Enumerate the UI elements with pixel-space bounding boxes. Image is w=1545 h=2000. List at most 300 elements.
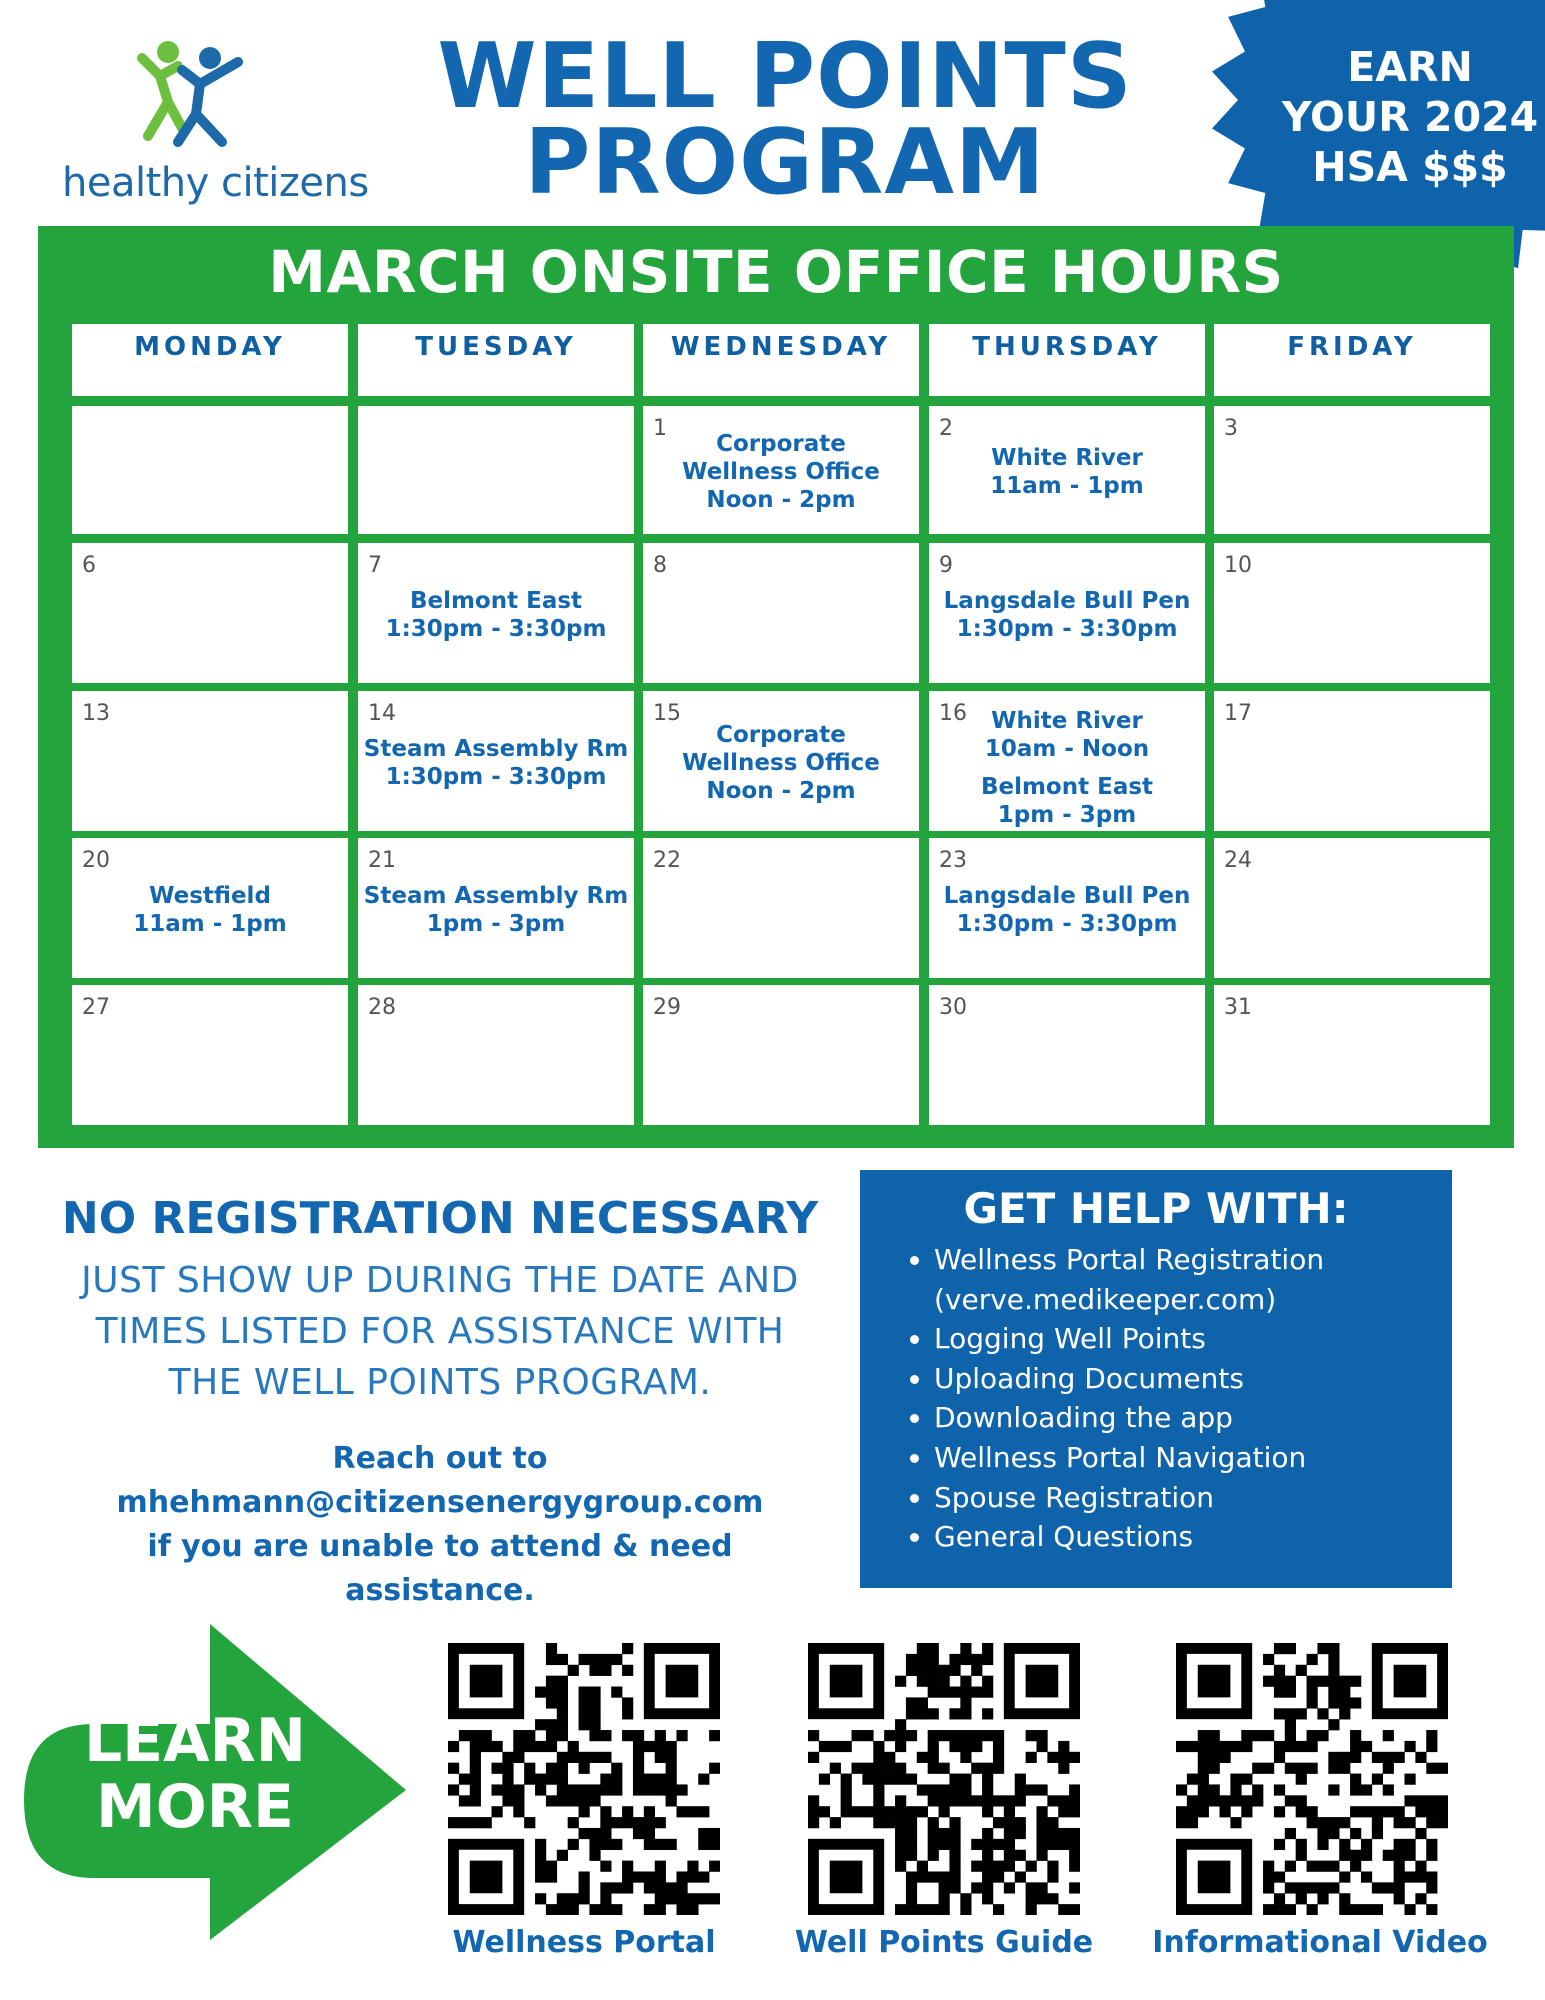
qr-module — [917, 1784, 928, 1795]
qr-module — [1058, 1795, 1069, 1806]
qr-module — [906, 1817, 917, 1828]
qr-module — [1296, 1741, 1307, 1752]
qr-module — [1047, 1752, 1058, 1763]
qr-module — [644, 1871, 655, 1882]
qr-module — [1296, 1839, 1307, 1850]
logo-green-body — [142, 58, 182, 136]
calendar-day-cell — [358, 838, 634, 978]
qr-module — [622, 1861, 633, 1872]
qr-module — [1394, 1882, 1405, 1893]
qr-module — [939, 1871, 950, 1882]
qr-module — [1426, 1871, 1437, 1882]
day-number: 31 — [1224, 995, 1252, 1020]
day-number: 23 — [939, 848, 967, 873]
qr-module — [808, 1752, 819, 1763]
qr-module — [906, 1871, 917, 1882]
qr-module — [1350, 1752, 1361, 1763]
qr-module — [1350, 1741, 1361, 1752]
qr-module — [1004, 1806, 1015, 1817]
qr-module — [1274, 1839, 1285, 1850]
badge-line-2: YOUR 2024 — [1281, 93, 1539, 141]
qr-module — [1426, 1904, 1437, 1915]
qr-module — [1339, 1817, 1350, 1828]
qr-module — [971, 1741, 982, 1752]
qr-module — [1241, 1795, 1252, 1806]
calendar-day-cell — [358, 691, 634, 831]
qr-module — [568, 1839, 579, 1850]
qr-module — [993, 1795, 1004, 1806]
qr-module — [470, 1817, 481, 1828]
qr-module — [949, 1708, 960, 1719]
qr-module — [1274, 1904, 1285, 1915]
qr-module — [1198, 1784, 1209, 1795]
qr-module — [579, 1763, 590, 1774]
qr-module — [655, 1817, 666, 1828]
qr-module — [1404, 1904, 1415, 1915]
qr-module — [895, 1774, 906, 1785]
qr-module — [622, 1730, 633, 1741]
qr-module — [557, 1654, 568, 1665]
event-location: Steam Assembly Rm — [363, 883, 629, 909]
qr-module — [535, 1839, 546, 1850]
qr-module — [1328, 1828, 1339, 1839]
qr-module — [1036, 1817, 1047, 1828]
qr-module — [709, 1828, 720, 1839]
qr-module — [1047, 1817, 1058, 1828]
qr-module — [873, 1795, 884, 1806]
qr-module — [600, 1904, 611, 1915]
qr-module — [906, 1904, 917, 1915]
qr-module — [949, 1861, 960, 1872]
qr-module — [1285, 1676, 1296, 1687]
event-time: 1pm - 3pm — [426, 911, 566, 937]
qr-module — [1317, 1730, 1328, 1741]
qr-module — [448, 1817, 459, 1828]
qr-module — [1285, 1643, 1296, 1654]
qr-module — [982, 1806, 993, 1817]
qr-module — [808, 1795, 819, 1806]
day-number: 24 — [1224, 848, 1252, 873]
calendar-day-cell — [72, 985, 348, 1125]
qr-module — [1394, 1850, 1405, 1861]
calendar-day-cell — [929, 985, 1205, 1125]
qr-module — [1015, 1795, 1026, 1806]
qr-module — [481, 1817, 492, 1828]
qr-module — [633, 1784, 644, 1795]
qr-code-well-points-guide[interactable] — [808, 1643, 1080, 1915]
qr-module — [611, 1654, 622, 1665]
qr-module — [949, 1741, 960, 1752]
qr-module — [939, 1828, 950, 1839]
qr-module — [917, 1654, 928, 1665]
qr-module — [982, 1828, 993, 1839]
qr-module — [960, 1708, 971, 1719]
qr-module — [939, 1904, 950, 1915]
qr-module — [917, 1665, 928, 1676]
badge-line-1: EARN — [1347, 43, 1473, 91]
qr-module — [895, 1676, 906, 1687]
qr-module — [1069, 1795, 1080, 1806]
qr-module — [1361, 1784, 1372, 1795]
day-number: 1 — [653, 416, 667, 441]
qr-module — [1328, 1817, 1339, 1828]
qr-module — [633, 1763, 644, 1774]
event-time: 1:30pm - 3:30pm — [956, 911, 1178, 937]
qr-module — [982, 1708, 993, 1719]
qr-module — [1372, 1828, 1383, 1839]
qr-module — [1328, 1643, 1339, 1654]
qr-module — [1285, 1795, 1296, 1806]
qr-module — [982, 1795, 993, 1806]
qr-module — [524, 1763, 535, 1774]
qr-module — [655, 1741, 666, 1752]
qr-module — [906, 1806, 917, 1817]
qr-module — [1350, 1676, 1361, 1687]
qr-module — [1285, 1828, 1296, 1839]
reach-out-line-1: Reach out to — [332, 1441, 548, 1476]
qr-module — [862, 1774, 873, 1785]
qr-module — [589, 1687, 600, 1698]
qr-module — [568, 1741, 579, 1752]
qr-module — [1187, 1741, 1198, 1752]
calendar-day-cell — [358, 406, 634, 534]
qr-module — [1026, 1784, 1037, 1795]
qr-module — [579, 1687, 590, 1698]
qr-module — [1220, 1806, 1231, 1817]
qr-module — [459, 1795, 470, 1806]
help-item: • Uploading Documents — [934, 1359, 1474, 1399]
calendar-day-cell — [358, 543, 634, 683]
qr-module — [1328, 1752, 1339, 1763]
qr-module — [622, 1806, 633, 1817]
qr-module — [852, 1763, 863, 1774]
qr-module — [1404, 1871, 1415, 1882]
qr-module — [557, 1784, 568, 1795]
qr-module — [1328, 1882, 1339, 1893]
calendar-day-cell — [643, 985, 919, 1125]
qr-module — [960, 1741, 971, 1752]
qr-module — [666, 1784, 677, 1795]
calendar-day-cell — [929, 543, 1205, 683]
qr-module — [1404, 1817, 1415, 1828]
qr-module — [589, 1828, 600, 1839]
qr-module — [1220, 1795, 1231, 1806]
qr-module — [448, 1784, 459, 1795]
qr-module — [513, 1784, 524, 1795]
day-number: 9 — [939, 553, 953, 578]
qr-module — [568, 1904, 579, 1915]
qr-module — [960, 1730, 971, 1741]
qr-module — [939, 1806, 950, 1817]
qr-module — [993, 1904, 1004, 1915]
qr-module — [589, 1654, 600, 1665]
qr-module — [1296, 1795, 1307, 1806]
qr-module — [644, 1904, 655, 1915]
qr-module — [1307, 1654, 1318, 1665]
info-body-line-3: THE WELL POINTS PROGRAM. — [168, 1362, 712, 1403]
logo-green-head — [157, 41, 179, 63]
help-item: • Wellness Portal Navigation — [934, 1438, 1474, 1478]
day-number: 27 — [82, 995, 110, 1020]
qr-module — [1015, 1871, 1026, 1882]
qr-module — [579, 1697, 590, 1708]
qr-module — [1307, 1904, 1318, 1915]
event-location: Belmont East — [409, 588, 583, 614]
qr-module — [852, 1730, 863, 1741]
qr-module — [1426, 1839, 1437, 1850]
qr-module — [600, 1665, 611, 1676]
qr-module — [600, 1839, 611, 1850]
qr-module — [557, 1719, 568, 1730]
qr-module — [1069, 1861, 1080, 1872]
qr-module — [1394, 1839, 1405, 1850]
qr-module — [666, 1752, 677, 1763]
qr-module — [1198, 1741, 1209, 1752]
qr-module — [600, 1784, 611, 1795]
qr-module — [1361, 1806, 1372, 1817]
qr-module — [830, 1861, 863, 1894]
qr-module — [1263, 1676, 1274, 1687]
qr-module — [1415, 1861, 1426, 1872]
qr-module — [939, 1676, 950, 1687]
qr-module — [546, 1904, 557, 1915]
qr-module — [1047, 1795, 1058, 1806]
qr-module — [949, 1839, 960, 1850]
qr-module — [1339, 1763, 1350, 1774]
contact-email-link[interactable]: mhehmann@citizensenergygroup.com — [116, 1485, 764, 1520]
qr-module — [884, 1806, 895, 1817]
qr-module — [448, 1741, 459, 1752]
qr-module — [1209, 1730, 1220, 1741]
qr-module — [524, 1741, 535, 1752]
qr-code-wellness-portal[interactable] — [448, 1643, 720, 1915]
qr-module — [589, 1850, 600, 1861]
day-number: 22 — [653, 848, 681, 873]
qr-module — [1230, 1784, 1241, 1795]
qr-module — [982, 1871, 993, 1882]
qr-module — [1069, 1752, 1080, 1763]
event-time: 11am - 1pm — [990, 473, 1144, 499]
day-number: 16 — [939, 701, 967, 726]
qr-module — [709, 1839, 720, 1850]
qr-module — [982, 1850, 993, 1861]
qr-module — [1026, 1730, 1037, 1741]
qr-module — [982, 1893, 993, 1904]
qr-module — [557, 1795, 568, 1806]
help-item: • General Questions — [934, 1517, 1474, 1557]
qr-module — [1296, 1708, 1307, 1719]
qr-module — [1274, 1784, 1285, 1795]
qr-module — [1026, 1904, 1037, 1915]
qr-module — [1350, 1828, 1361, 1839]
qr-module — [579, 1871, 590, 1882]
qr-module — [524, 1774, 535, 1785]
qr-module — [1350, 1730, 1361, 1741]
qr-module — [1437, 1806, 1448, 1817]
qr-module — [808, 1730, 819, 1741]
qr-module — [1069, 1839, 1080, 1850]
qr-module — [666, 1795, 677, 1806]
event-location: Langsdale Bull Pen — [943, 588, 1191, 614]
qr-module — [1285, 1730, 1296, 1741]
qr-module — [513, 1741, 524, 1752]
qr-module — [502, 1763, 513, 1774]
logo-blue-head — [199, 47, 221, 69]
qr-module — [687, 1871, 698, 1882]
qr-module — [633, 1730, 644, 1741]
qr-module — [644, 1774, 655, 1785]
qr-module — [808, 1817, 819, 1828]
qr-module — [676, 1882, 687, 1893]
qr-module — [939, 1687, 950, 1698]
qr-module — [939, 1882, 950, 1893]
qr-module — [873, 1763, 884, 1774]
qr-module — [873, 1806, 884, 1817]
qr-module — [993, 1817, 1004, 1828]
qr-module — [971, 1861, 982, 1872]
qr-module — [949, 1784, 960, 1795]
event-time: Noon - 2pm — [706, 778, 856, 804]
qr-module — [1015, 1828, 1026, 1839]
qr-module — [1317, 1882, 1328, 1893]
qr-module — [666, 1882, 677, 1893]
calendar-title: MARCH ONSITE OFFICE HOURS — [268, 238, 1284, 306]
qr-module — [655, 1752, 666, 1763]
qr-module — [906, 1774, 917, 1785]
info-body-line-2: TIMES LISTED FOR ASSISTANCE WITH — [95, 1311, 785, 1352]
qr-module — [949, 1687, 960, 1698]
qr-code-icon — [448, 1643, 720, 1915]
qr-module — [884, 1730, 895, 1741]
qr-module — [1426, 1850, 1437, 1861]
qr-module — [513, 1806, 524, 1817]
qr-module — [917, 1643, 928, 1654]
qr-module — [939, 1893, 950, 1904]
qr-module — [1198, 1861, 1231, 1894]
qr-module — [917, 1708, 928, 1719]
qr-module — [1047, 1893, 1058, 1904]
qr-module — [611, 1882, 622, 1893]
qr-module — [1404, 1774, 1415, 1785]
qr-module — [1036, 1893, 1047, 1904]
qr-module — [982, 1763, 993, 1774]
qr-module — [1296, 1806, 1307, 1817]
qr-module — [1058, 1806, 1069, 1817]
qr-module — [698, 1806, 709, 1817]
qr-module — [906, 1697, 917, 1708]
qr-module — [676, 1806, 687, 1817]
day-header-tuesday: TUESDAY — [358, 324, 634, 396]
qr-module — [1198, 1752, 1209, 1763]
qr-module — [960, 1784, 971, 1795]
qr-module — [1004, 1882, 1015, 1893]
qr-module — [928, 1839, 939, 1850]
qr-module — [1198, 1774, 1209, 1785]
calendar-day-cell — [1214, 691, 1490, 831]
qr-module — [982, 1654, 993, 1665]
qr-module — [1339, 1850, 1350, 1861]
qr-module — [873, 1741, 884, 1752]
qr-module — [1015, 1850, 1026, 1861]
help-item: • Spouse Registration — [934, 1478, 1474, 1518]
qr-module — [589, 1784, 600, 1795]
qr-module — [1058, 1828, 1069, 1839]
qr-module — [1296, 1774, 1307, 1785]
qr-module — [960, 1795, 971, 1806]
qr-module — [1426, 1817, 1437, 1828]
qr-module — [1372, 1806, 1383, 1817]
qr-module — [971, 1882, 982, 1893]
qr-module — [666, 1774, 677, 1785]
qr-module — [1036, 1839, 1047, 1850]
qr-module — [589, 1708, 600, 1719]
qr-module — [1317, 1817, 1328, 1828]
qr-module — [1383, 1784, 1394, 1795]
qr-module — [644, 1828, 655, 1839]
qr-module — [535, 1850, 546, 1861]
qr-module — [535, 1719, 546, 1730]
qr-module — [535, 1774, 546, 1785]
qr-module — [982, 1676, 993, 1687]
qr-module — [1209, 1763, 1220, 1774]
qr-module — [1058, 1904, 1069, 1915]
qr-module — [895, 1719, 906, 1730]
qr-module — [949, 1654, 960, 1665]
qr-module — [676, 1871, 687, 1882]
qr-module — [873, 1752, 884, 1763]
qr-module — [698, 1839, 709, 1850]
qr-module — [971, 1795, 982, 1806]
qr-module — [687, 1806, 698, 1817]
qr-module — [666, 1741, 677, 1752]
qr-module — [939, 1839, 950, 1850]
qr-module — [600, 1806, 611, 1817]
day-number: 13 — [82, 701, 110, 726]
day-header-wednesday: WEDNESDAY — [643, 324, 919, 396]
qr-module — [1296, 1665, 1307, 1676]
calendar-day-cell — [929, 691, 1205, 831]
qr-module — [960, 1654, 971, 1665]
day-number: 28 — [368, 995, 396, 1020]
qr-module — [470, 1774, 481, 1785]
qr-module — [862, 1763, 873, 1774]
qr-module — [622, 1708, 633, 1719]
qr-module — [1339, 1839, 1350, 1850]
qr-module — [949, 1850, 960, 1861]
page-title-line2: PROGRAM — [524, 110, 1046, 215]
qr-module — [1036, 1806, 1047, 1817]
qr-module — [895, 1817, 906, 1828]
qr-module — [873, 1817, 884, 1828]
qr-module — [557, 1676, 568, 1687]
qr-module — [1047, 1871, 1058, 1882]
qr-module — [481, 1741, 492, 1752]
event-time: 1pm - 3pm — [997, 802, 1137, 828]
qr-module — [470, 1665, 503, 1698]
qr-module — [928, 1871, 939, 1882]
qr-module — [1230, 1817, 1241, 1828]
qr-module — [1209, 1741, 1220, 1752]
qr-module — [1307, 1763, 1318, 1774]
qr-module — [535, 1741, 546, 1752]
help-item: • Logging Well Points — [934, 1319, 1474, 1359]
qr-module — [1394, 1806, 1405, 1817]
qr-module — [492, 1763, 503, 1774]
qr-code-informational-video[interactable] — [1176, 1643, 1448, 1915]
qr-module — [557, 1850, 568, 1861]
qr-module — [906, 1654, 917, 1665]
qr-module — [1404, 1795, 1415, 1806]
